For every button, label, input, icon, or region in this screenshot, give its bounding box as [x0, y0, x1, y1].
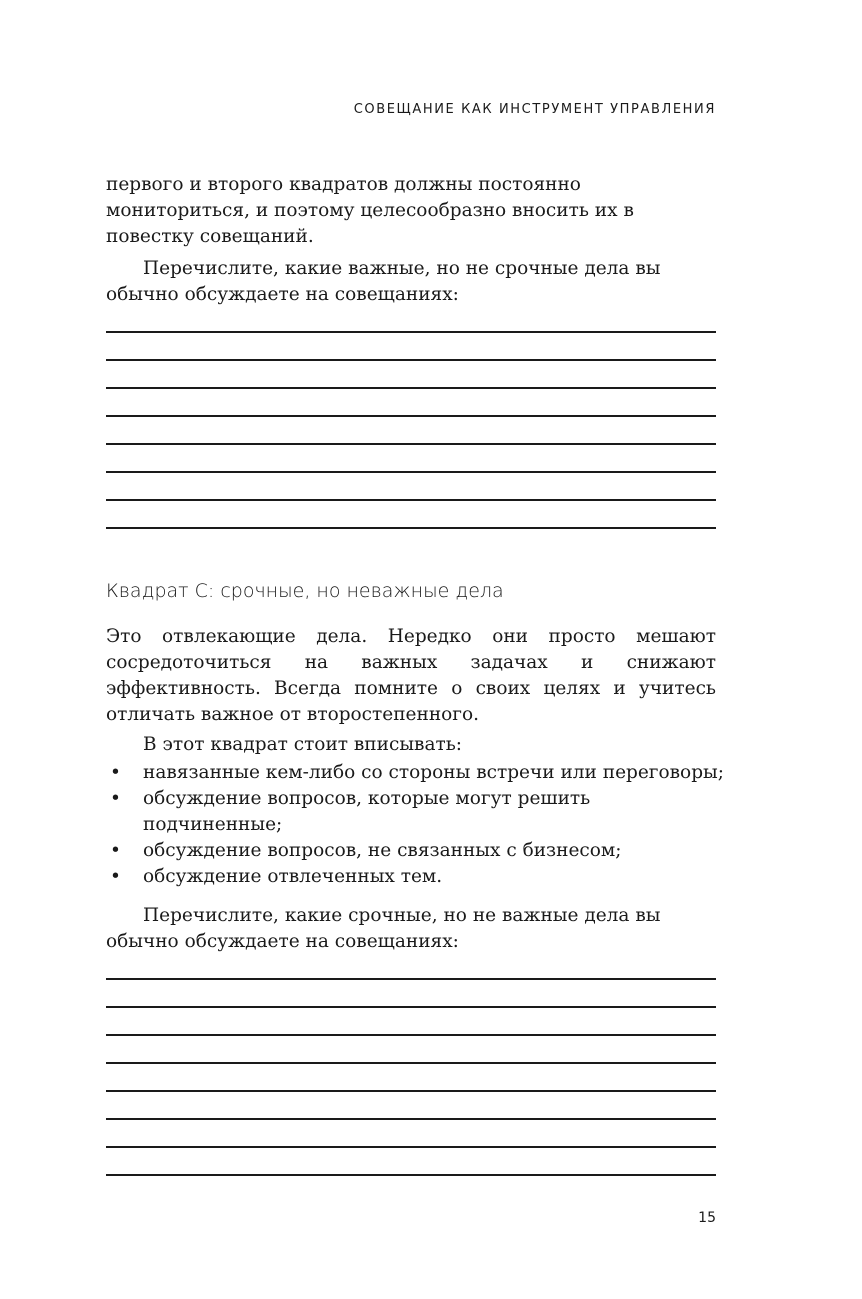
- answer-lines: [106, 305, 716, 529]
- paragraph: В этот квадрат стоит вписывать:: [143, 734, 463, 755]
- list-item: • обсуждение отвлеченных тем.: [106, 864, 726, 890]
- running-header: СОВЕЩАНИЕ КАК ИНСТРУМЕНТ УПРАВЛЕНИЯ: [353, 102, 716, 117]
- bullet-list: [106, 760, 726, 890]
- paragraph: первого и второго квадратов должны постоянно мониториться, и поэтому целесообразно вносить их в повестку совещаний.: [106, 174, 634, 247]
- section-heading: Квадрат С: срочные, но неважные дела: [106, 580, 504, 602]
- paragraph: Это отвлекающие дела. Нередко они просто мешают сосредоточиться на важных задачах и снижают эффективность. Всегда помните о своих целях и учитесь отличать важное от второстепенного.: [106, 626, 716, 725]
- page-number: 15: [698, 1210, 716, 1226]
- prompt: Перечислите, какие срочные, но не важные дела вы обычно обсуждаете на совещаниях:: [106, 905, 661, 952]
- answer-lines: [106, 952, 716, 1176]
- prompt: Перечислите, какие важные, но не срочные дела вы обычно обсуждаете на совещаниях:: [106, 258, 661, 305]
- list-item: • навязанные кем-либо со стороны встречи или переговоры;: [106, 760, 726, 786]
- list-item: • обсуждение вопросов, которые могут решить подчиненные;: [106, 786, 726, 838]
- list-item: • обсуждение вопросов, не связанных с бизнесом;: [106, 838, 726, 864]
